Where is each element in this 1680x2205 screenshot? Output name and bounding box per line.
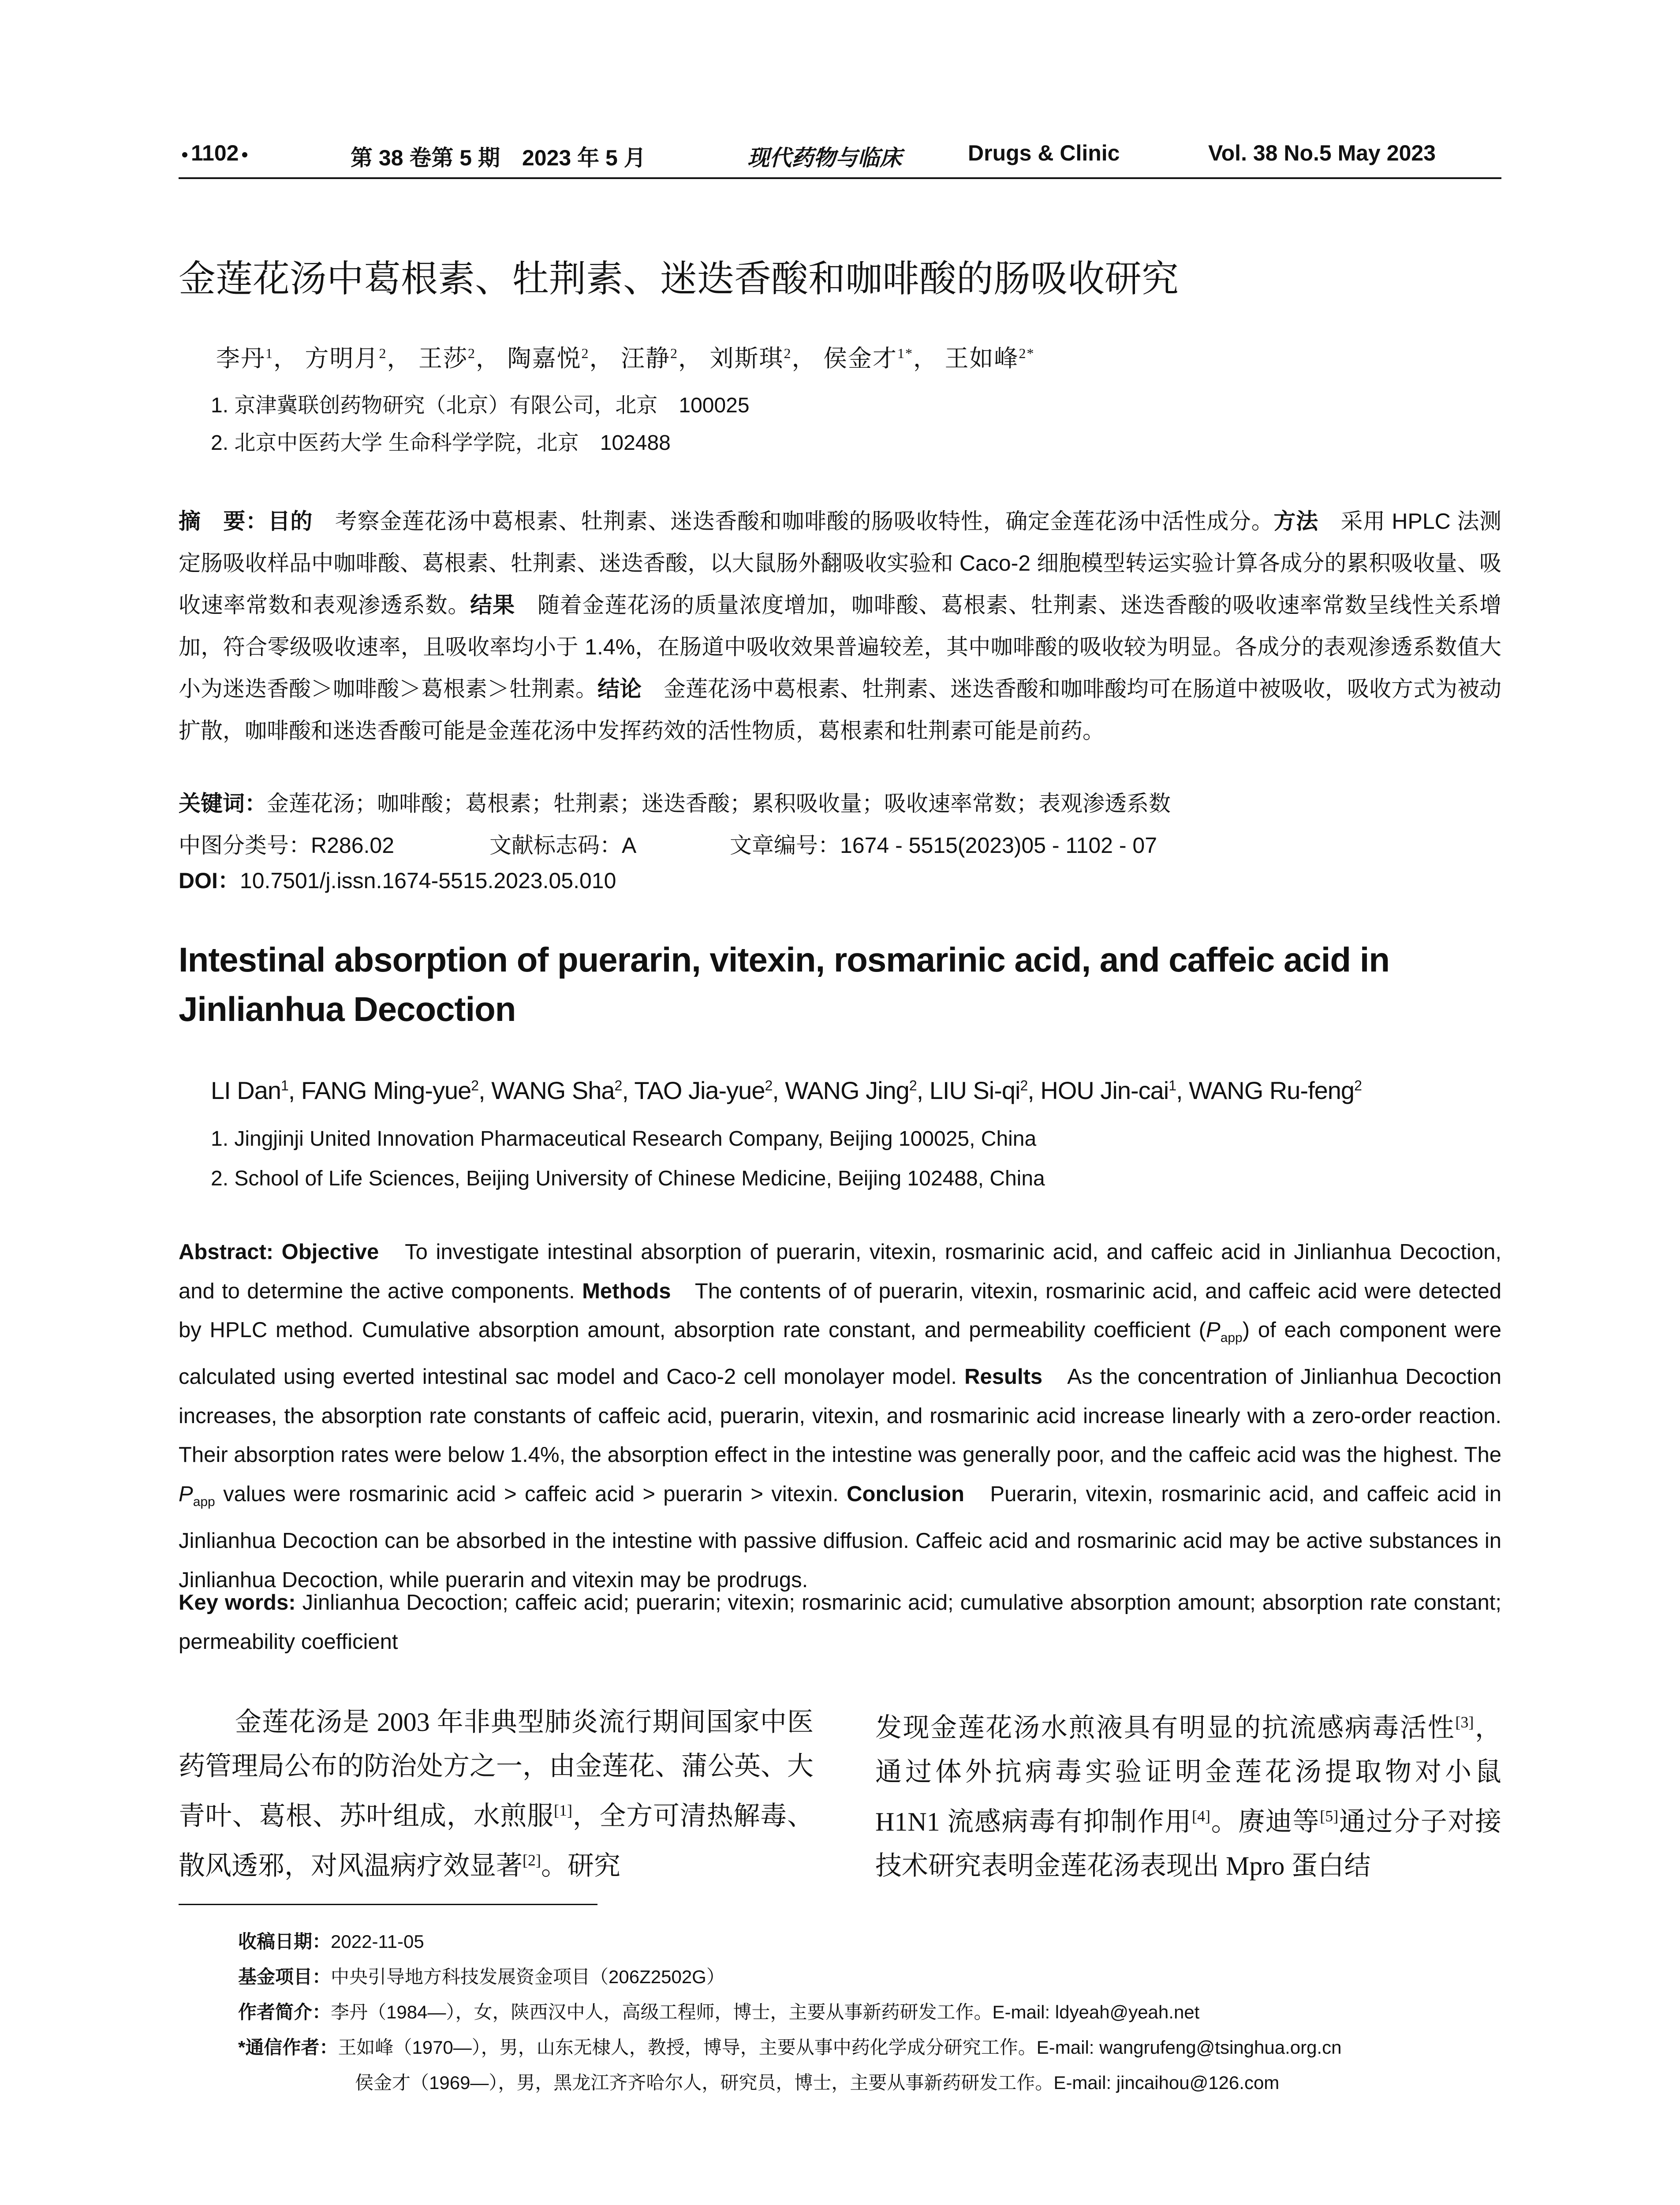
keywords-cn: 关键词：金莲花汤；咖啡酸；葛根素；牡荆素；迷迭香酸；累积吸收量；吸收速率常数；表观渗透系数 [179, 791, 1171, 816]
issue-info-cn: 第 38 卷第 5 期 2023 年 5 月 [351, 146, 646, 170]
author-cn: 王如峰 [945, 345, 1019, 372]
author-en: LIU Si-qi [929, 1076, 1020, 1104]
author-en: WANG Sha [491, 1076, 615, 1104]
citation-ref: [3] [1455, 1713, 1474, 1731]
footnote-corresponding-2: 侯金才（1969—），男，黑龙江齐齐哈尔人，研究员，博士，主要从事新药研发工作。E-mail: jincaihou@126.com [355, 2072, 1280, 2093]
header-rule [179, 177, 1501, 179]
footnote-received: 收稿日期：2022-11-05 [238, 1931, 424, 1952]
conclusion-label: 结论 [597, 676, 642, 701]
results-label: 结果 [470, 593, 515, 617]
methods-label: Methods [582, 1279, 671, 1303]
title-en: Intestinal absorption of puerarin, vitexin, rosmarinic acid, and caffeic acid in Jinlianhua Decoction [179, 940, 1390, 1028]
body-column-left: 金莲花汤是 2003 年非典型肺炎流行期间国家中医药管理局公布的防治处方之一，由金莲花、蒲公英、大青叶、葛根、苏叶组成，水煎服[1]，全方可清热解毒、散风透邪，对风温病疗效显著[2]。研究 [179, 1708, 814, 1880]
body-column-right: 发现金莲花汤水煎液具有明显的抗流感病毒活性[3]，通过体外抗病毒实验证明金莲花汤提取物对小鼠 H1N1 流感病毒有抑制作用[4]。赓迪等[5]通过分子对接技术研究表明金莲花汤表现出 Mpro 蛋白结 [875, 1713, 1502, 1880]
results-label: Results [964, 1365, 1043, 1389]
journal-name-en: Drugs & Clinic [968, 141, 1120, 165]
author-cn: 陶嘉悦 [507, 345, 582, 372]
author-cn: 李丹 [216, 345, 265, 372]
author-cn: 王莎 [418, 345, 468, 372]
objective-label: Objective [281, 1240, 379, 1264]
affiliation-cn-1: 1. 京津冀联创药物研究（北京）有限公司，北京 100025 [211, 394, 750, 417]
footnote-funding: 基金项目：中央引导地方科技发展资金项目（206Z2502G） [238, 1966, 725, 1987]
running-header [179, 140, 1501, 176]
abstract-en: Abstract: Objective To investigate intestinal absorption of puerarin, vitexin, rosmarinic acid, and caffeic acid in Jinlianhua Decoction, and to determine the active components. Methods The contents of of puerarin, vitexin, rosmarinic acid, and caffeic acid were detected by HPLC method. Cumulative absorption amount, absorption rate constant, and permeability coefficient $(P_{app})$ of each component were calculated using everted intestinal sac model and Caco-2 cell monolayer model. Results As the concentration of Jinlianhua Decoction increases, the absorption rate constants of caffeic acid, puerarin, vitexin, and rosmarinic acid increase linearly with a zero-order reaction. Their absorption rates were below 1.4%, the absorption effect in the intestine was generally poor, and the caffeic acid was the highest. The $P_{app}$ values were rosmarinic acid > caffeic acid > puerarin > vitexin. Conclusion Puerarin, vitexin, rosmarinic acid, and caffeic acid in Jinlianhua Decoction can be absorbed in the intestine with passive diffusion. Caffeic acid and rosmarinic acid may be active substances in Jinlianhua Decoction, while puerarin and vitexin may be prodrugs. [179, 1240, 1502, 1592]
abstract-label: 摘 要： [179, 509, 268, 534]
abstract-cn: 摘 要：目的 考察金莲花汤中葛根素、牡荆素、迷迭香酸和咖啡酸的肠吸收特性，确定金莲花汤中活性成分。方法 采用 HPLC 法测定肠吸收样品中咖啡酸、葛根素、牡荆素、迷迭香酸，以大鼠肠外翻吸收实验和 Caco-2 细胞模型转运实验计算各成分的累积吸收量、吸收速率常数和表观渗透系数。结果 随着金莲花汤的质量浓度增加，咖啡酸、葛根素、牡荆素、迷迭香酸的吸收速率常数呈线性关系增加，符合零级吸收速率，且吸收率均小于 1.4%，在肠道中吸收效果普遍较差，其中咖啡酸的吸收较为明显。各成分的表观渗透系数值大小为迷迭香酸＞咖啡酸＞葛根素＞牡荆素。结论 金莲花汤中葛根素、牡荆素、迷迭香酸和咖啡酸均可在肠道中被吸收，吸收方式为被动扩散，咖啡酸和迷迭香酸可能是金莲花汤中发挥药效的活性物质，葛根素和牡荆素可能是前药。 [179, 509, 1502, 743]
authors-en: LI Dan$^1$, FANG Ming-yue$^2$, WANG Sha$^2$, TAO Jia-yue$^2$, WANG Jing$^2$, LIU $Si-qi^2$, HOU Jin-cai$^1$, WANG Ru-feng$^2$ [211, 1076, 1362, 1104]
affiliation-cn-2: 2. 北京中医药大学 生命科学学院，北京 102488 [211, 431, 671, 455]
keywords-en: Key words: Jinlianhua Decoction; caffeic acid; puerarin; vitexin; rosmarinic acid; cumulative absorption amount; absorption rate constant; permeability coefficient [179, 1591, 1501, 1654]
abstract-label: Abstract: [179, 1240, 282, 1264]
title-cn: 金莲花汤中葛根素、牡荆素、迷迭香酸和咖啡酸的肠吸收研究 [179, 258, 1179, 299]
footnote-author-bio: 作者简介：李丹（1984—），女，陕西汉中人，高级工程师，博士，主要从事新药研发工作。E-mail: ldyeah@yeah.net [238, 2002, 1200, 2022]
citation-ref: [5] [1320, 1807, 1339, 1825]
objective-label: 目的 [268, 509, 313, 534]
footnote-rule [179, 1904, 597, 1905]
author-en: LI Dan [211, 1076, 281, 1104]
conclusion-label: Conclusion [847, 1482, 964, 1506]
author-cn: 汪静 [621, 345, 670, 372]
citation-ref: [4] [1192, 1807, 1211, 1825]
affiliation-en-2: 2. School of Life Sciences, Beijing University of Chinese Medicine, Beijing 102488, China [211, 1167, 1045, 1190]
author-en: WANG Ru-feng [1189, 1076, 1355, 1104]
footnote-corresponding: *通信作者：王如峰（1970—），男，山东无棣人，教授，博导，主要从事中药化学成分研究工作。E-mail: wangrufeng@tsinghua.org.cn [238, 2037, 1342, 2058]
author-en: FANG Ming-yue [301, 1076, 471, 1104]
author-en: HOU Jin-cai [1040, 1076, 1169, 1104]
author-en: WANG Jing [785, 1076, 909, 1104]
methods-label: 方法 [1273, 509, 1318, 534]
page-number: 1102 [179, 140, 251, 166]
journal-name-cn: 现代药物与临床 [747, 146, 902, 170]
author-cn: 侯金才 [823, 345, 897, 372]
clc-number: 中图分类号：R286.02 [179, 833, 395, 858]
author-cn: 刘斯琪 [709, 345, 784, 372]
citation-ref: [2] [523, 1851, 541, 1869]
authors-cn: 李丹$^1$， 方明月$^2$， 王莎$^2$， 陶嘉悦$^2$， 汪静$^2$， 刘斯琪$^2$， 侯金才$^{1*}$， 王如峰$^{2*}$ [216, 345, 1035, 372]
citation-ref: [1] [553, 1801, 572, 1819]
issue-info-en: Vol. 38 No.5 May 2023 [1208, 141, 1436, 165]
doi: DOI：10.7501/j.issn.1674-5515.2023.05.010 [179, 868, 616, 893]
document-code: 文献标志码：A [489, 833, 637, 858]
author-cn: 方明月 [305, 345, 379, 372]
article-number: 文章编号：1674 - 5515(2023)05 - 1102 - 07 [730, 833, 1157, 858]
affiliation-en-1: 1. Jingjinji United Innovation Pharmaceutical Research Company, Beijing 100025, China [211, 1127, 1037, 1151]
author-en: TAO Jia-yue [634, 1076, 765, 1104]
doi-value: 10.7501/j.issn.1674-5515.2023.05.010 [239, 868, 616, 893]
